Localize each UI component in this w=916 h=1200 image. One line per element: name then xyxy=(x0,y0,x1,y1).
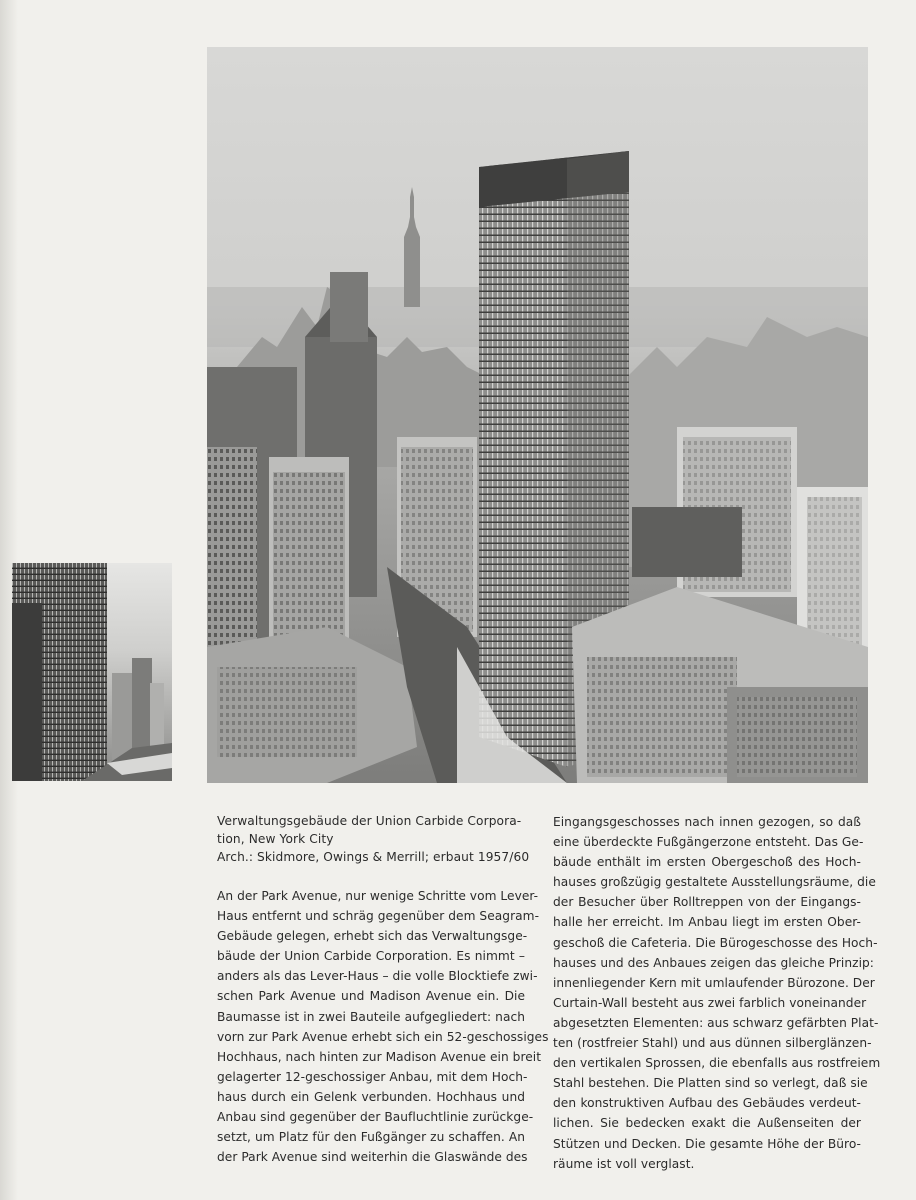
street-photo-illustration xyxy=(12,563,172,781)
text-line: Baumasse ist in zwei Bauteile aufgegliedert: nach xyxy=(217,1009,525,1024)
text-line: bäude der Union Carbide Corporation. Es nimmt – xyxy=(217,949,525,964)
text-line: gelagerter 12-geschossiger Anbau, mit dem Hoch- xyxy=(217,1069,528,1084)
body-text-left-column xyxy=(217,886,549,1167)
text-line: vorn zur Park Avenue erhebt sich ein 52-geschossiges xyxy=(217,1029,549,1044)
text-line: der Besucher über Rolltreppen von der Eingangs- xyxy=(553,895,861,910)
text-line: setzt, um Platz für den Fußgänger zu schaffen. An xyxy=(217,1130,525,1145)
street-level-photo xyxy=(12,563,172,781)
text-line: räume ist voll verglast. xyxy=(553,1156,695,1171)
text-line: Curtain-Wall besteht aus zwei farblich voneinander xyxy=(553,995,867,1010)
text-line: den vertikalen Sprossen, die ebenfalls aus rostfreiem xyxy=(553,1056,881,1071)
text-line: abgesetzten Elementen: aus schwarz gefärbten Plat- xyxy=(553,1015,879,1030)
text-line: haus durch ein Gelenk verbunden. Hochhaus und xyxy=(217,1089,525,1104)
text-line: Eingangsgeschosses nach innen gezogen, so daß xyxy=(553,815,861,829)
caption-line: tion, New York City xyxy=(217,832,334,846)
text-line: Anbau sind gegenüber der Baufluchtlinie zurückge- xyxy=(217,1110,534,1125)
body-text-right-column xyxy=(553,812,881,1174)
caption-line: Verwaltungsgebäude der Union Carbide Corpora- xyxy=(217,814,522,828)
text-line: geschoß die Cafeteria. Die Bürogeschosse des Hoch- xyxy=(553,935,878,950)
text-line: Gebäude gelegen, erhebt sich das Verwaltungsge- xyxy=(217,929,528,944)
text-line: hauses großzügig gestaltete Ausstellungsräume, die xyxy=(553,875,876,890)
text-line: ten (rostfreier Stahl) und aus dünnen silberglänzen- xyxy=(553,1036,872,1051)
text-line: anders als das Lever-Haus – die volle Blocktiefe zwi- xyxy=(217,969,538,984)
text-line: eine überdeckte Fußgängerzone entsteht. Das Ge- xyxy=(553,835,864,850)
text-line: Hochhaus, nach hinten zur Madison Avenue ein breit xyxy=(217,1049,542,1064)
text-line: hauses und des Anbaues zeigen das gleiche Prinzip: xyxy=(553,955,874,970)
text-line: bäude enthält im ersten Obergeschoß des Hoch- xyxy=(553,855,861,870)
text-line: der Park Avenue sind weiterhin die Glaswände des xyxy=(217,1150,528,1165)
text-line: innenliegender Kern mit umlaufender Bürozone. Der xyxy=(553,975,875,990)
text-line: lichen. Sie bedecken exakt die Außenseiten der xyxy=(553,1116,861,1131)
text-line: Stützen und Decken. Die gesamte Höhe der Büro- xyxy=(553,1136,861,1151)
caption-line: Arch.: Skidmore, Owings & Merrill; erbaut 1957/60 xyxy=(217,850,530,864)
text-line: schen Park Avenue und Madison Avenue ein. Die xyxy=(217,989,525,1004)
main-aerial-photo xyxy=(207,47,868,783)
aerial-photo-illustration xyxy=(207,47,868,783)
text-line: Stahl bestehen. Die Platten sind so verlegt, daß sie xyxy=(553,1076,868,1091)
text-line: den konstruktiven Aufbau des Gebäudes verdeut- xyxy=(553,1096,861,1111)
text-line: halle her erreicht. Im Anbau liegt im ersten Ober- xyxy=(553,915,861,930)
text-line: Haus entfernt und schräg gegenüber dem Seagram- xyxy=(217,909,540,924)
text-line: An der Park Avenue, nur wenige Schritte vom Lever- xyxy=(217,889,539,903)
photo-caption xyxy=(217,812,530,866)
